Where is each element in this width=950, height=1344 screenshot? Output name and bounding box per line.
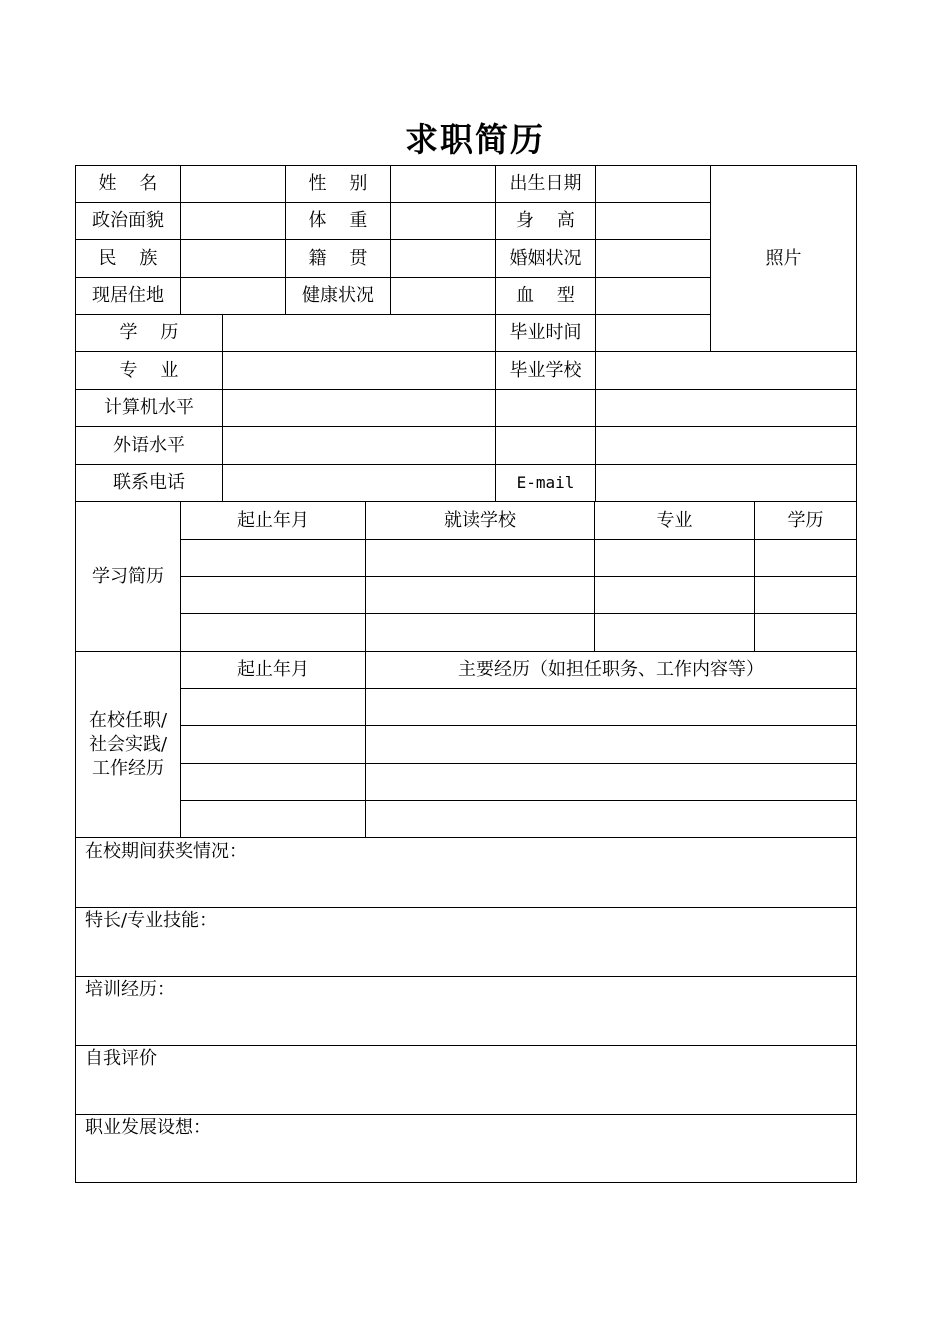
name-field[interactable] bbox=[181, 166, 285, 202]
phone-label: 联系电话 bbox=[113, 472, 185, 493]
page-title: 求职简历 bbox=[405, 120, 545, 159]
health-label: 健康状况 bbox=[302, 285, 374, 306]
language-level-field[interactable] bbox=[223, 427, 856, 464]
career-plan-field[interactable] bbox=[76, 1115, 856, 1182]
weight-label: 体 重 bbox=[308, 210, 368, 231]
native-place-field[interactable] bbox=[391, 240, 495, 277]
email-label: E-mail bbox=[516, 473, 575, 492]
graduation-time-label: 毕业时间 bbox=[509, 322, 582, 343]
experience-label-line: 工作经历 bbox=[92, 757, 164, 779]
phone-field[interactable] bbox=[223, 465, 495, 501]
political-status-label: 政治面貌 bbox=[92, 210, 164, 231]
marital-status-field[interactable] bbox=[596, 240, 710, 277]
table-row[interactable] bbox=[181, 801, 856, 837]
address-field[interactable] bbox=[181, 278, 285, 314]
name-label: 姓 名 bbox=[98, 173, 158, 194]
height-field[interactable] bbox=[596, 203, 710, 239]
table-row[interactable] bbox=[181, 614, 856, 651]
political-status-field[interactable] bbox=[181, 203, 285, 239]
experience-period-header: 起止年月 bbox=[237, 659, 309, 680]
study-degree-header: 学历 bbox=[787, 509, 824, 531]
gender-field[interactable] bbox=[391, 166, 495, 202]
height-label: 身 高 bbox=[516, 210, 575, 231]
self-evaluation-field[interactable] bbox=[76, 1046, 856, 1114]
table-row[interactable] bbox=[181, 577, 856, 613]
skills-field[interactable] bbox=[76, 908, 856, 976]
career-plan-label: 职业发展设想： bbox=[85, 1117, 211, 1138]
email-field[interactable] bbox=[596, 465, 856, 501]
skills-label: 特长/专业技能： bbox=[85, 910, 218, 931]
awards-label: 在校期间获奖情况： bbox=[85, 841, 247, 862]
weight-field[interactable] bbox=[391, 203, 495, 239]
study-major-header: 专业 bbox=[656, 509, 693, 531]
blood-type-label: 血 型 bbox=[516, 285, 575, 306]
ethnicity-label: 民 族 bbox=[98, 247, 158, 269]
self-evaluation-label: 自我评价 bbox=[85, 1048, 157, 1069]
training-label: 培训经历： bbox=[85, 979, 175, 1000]
education-label: 学 历 bbox=[119, 322, 179, 343]
birth-date-field[interactable] bbox=[596, 166, 710, 202]
major-field[interactable] bbox=[223, 352, 495, 389]
study-school-header: 就读学校 bbox=[444, 509, 516, 531]
health-field[interactable] bbox=[391, 278, 495, 314]
language-level-label: 外语水平 bbox=[113, 434, 185, 456]
table-row[interactable] bbox=[181, 764, 856, 800]
table-row[interactable] bbox=[181, 540, 856, 576]
table-row[interactable] bbox=[181, 689, 856, 725]
blood-type-field[interactable] bbox=[596, 278, 710, 314]
study-period-header: 起止年月 bbox=[237, 509, 309, 531]
graduation-school-label: 毕业学校 bbox=[509, 359, 582, 381]
computer-level-field[interactable] bbox=[223, 390, 856, 426]
table-row[interactable] bbox=[181, 726, 856, 763]
graduation-time-field[interactable] bbox=[596, 315, 710, 351]
study-history-label: 学习简历 bbox=[92, 565, 164, 587]
marital-status-label: 婚姻状况 bbox=[509, 247, 582, 269]
experience-main-header: 主要经历（如担任职务、工作内容等） bbox=[458, 659, 764, 680]
major-label: 专 业 bbox=[119, 359, 179, 381]
awards-field[interactable] bbox=[76, 838, 856, 907]
training-field[interactable] bbox=[76, 977, 856, 1045]
experience-label-line: 在校任职/ bbox=[88, 709, 168, 731]
ethnicity-field[interactable] bbox=[181, 240, 285, 277]
graduation-school-field[interactable] bbox=[596, 352, 856, 389]
photo-placeholder[interactable]: 照片 bbox=[765, 247, 802, 269]
computer-level-label: 计算机水平 bbox=[104, 397, 194, 418]
address-label: 现居住地 bbox=[92, 285, 164, 306]
birth-date-label: 出生日期 bbox=[509, 173, 582, 194]
education-field[interactable] bbox=[223, 315, 495, 351]
native-place-label: 籍 贯 bbox=[308, 247, 368, 269]
experience-label-line: 社会实践/ bbox=[88, 733, 168, 755]
experience-label bbox=[76, 652, 180, 837]
gender-label: 性 别 bbox=[308, 173, 368, 194]
